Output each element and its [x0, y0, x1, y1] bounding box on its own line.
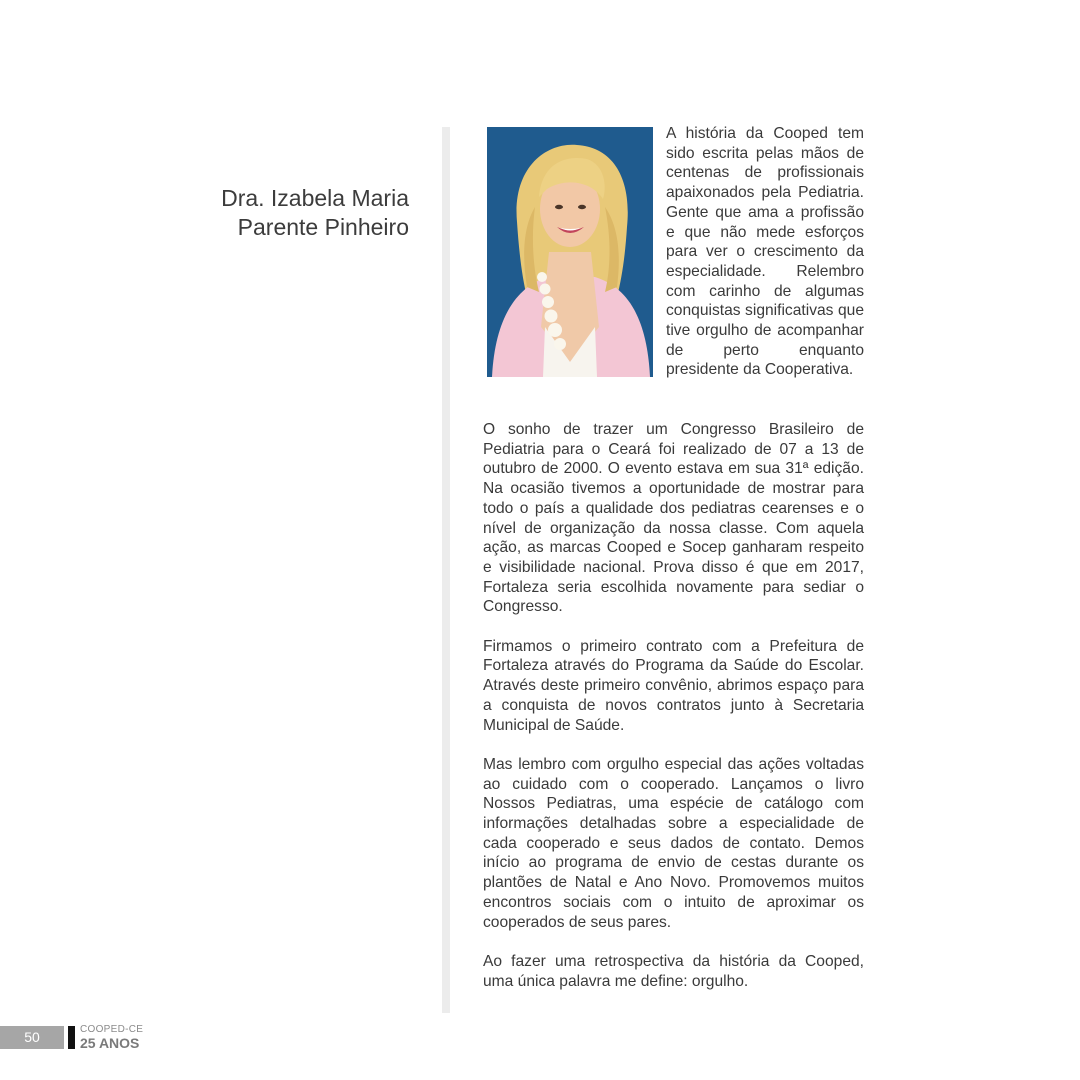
paragraph: Firmamos o primeiro contrato com a Prefeitura de Fortaleza através do Programa da Saúde do Escolar. Através deste primeiro convênio, abrimos espaço para a conquista de novos contratos junto à Secretaria Municipal de Saúde. — [483, 637, 864, 734]
paragraph: Mas lembro com orgulho especial das ações voltadas ao cuidado com o cooperado. Lançamos o livro Nossos Pediatras, uma espécie de catálogo com informações detalhadas sobre a especialidade de cada cooperado e seus dados de contato. Demos início ao programa de envio de cestas durante os plantões de Natal e Ano Novo. Promovemos muitos encontros sociais com o intuito de aproximar os cooperados de seus pares. — [483, 755, 864, 931]
vertical-divider — [442, 127, 450, 1013]
footer-bar — [68, 1026, 75, 1049]
author-name — [221, 184, 409, 242]
footer-brand — [80, 1024, 143, 1051]
footer-brand-small: COOPED-CE — [80, 1024, 144, 1035]
page-number: 50 — [0, 1026, 64, 1049]
paragraph: O sonho de trazer um Congresso Brasileiro de Pediatria para o Ceará foi realizado de 07 a 13 de outubro de 2000. O evento estava em sua 31ª edição. Na ocasião tivemos a oportunidade de mostrar para todo o país a qualidade dos pediatras cearenses e o nível de organização da nossa classe. Com aquela ação, as marcas Cooped e Socep ganharam respeito e visibilidade nacional. Prova disso é que em 2017, Fortaleza seria escolhida novamente para sediar o Congresso. — [483, 421, 864, 616]
author-portrait — [487, 127, 653, 377]
footer-brand-big: 25 ANOS — [80, 1035, 140, 1051]
intro-paragraph — [666, 124, 864, 380]
paragraph: Ao fazer uma retrospectiva da história da Cooped, uma única palavra me define: orgulho. — [483, 952, 864, 990]
intro-text: A história da Cooped tem sido escrita pelas mãos de centenas de profissionais apaixonados pela Pediatria. Gente que ama a profissão e que não mede esforços para ver o crescimento da especialidade. Relembro com carinho de algumas conquistas significativas que tive orgulho de acompanhar de perto enquanto presidente da Cooperativa. — [666, 125, 864, 379]
article-body — [483, 420, 864, 1011]
author-name-line1: Dra. Izabela Maria — [221, 185, 409, 211]
author-name-line2: Parente Pinheiro — [237, 214, 409, 240]
